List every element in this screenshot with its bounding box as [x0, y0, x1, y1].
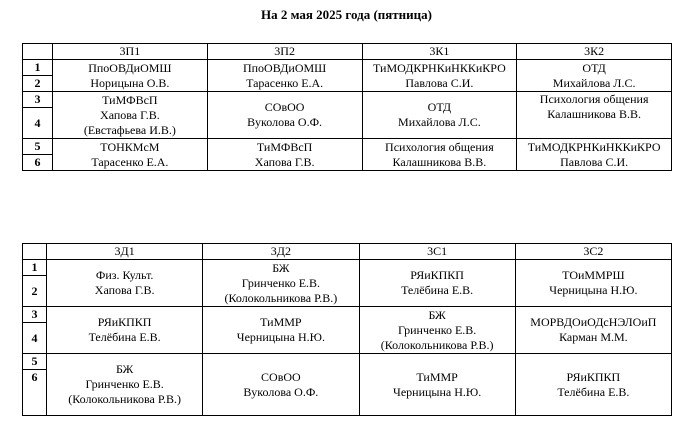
- schedule-cell: ОТД Михайлова Л.С.: [362, 92, 517, 139]
- schedule-cell: ТиМФВсП Хапова Г.В.: [207, 139, 362, 171]
- lesson-number: 1: [23, 260, 47, 276]
- schedule-table-2: [22, 243, 672, 416]
- lesson-number: 4: [23, 108, 53, 139]
- group-header: 3Д2: [203, 244, 359, 260]
- schedule-cell: ПпоОВДиОМШ Норицына О.В.: [53, 60, 208, 92]
- schedule-cell: Психология общения Калашникова В.В.: [517, 92, 672, 139]
- schedule-cell: Физ. Культ. Хапова Г.В.: [47, 260, 203, 307]
- header-row: [23, 44, 672, 60]
- schedule-cell: ТиМФВсП Хапова Г.В. (Евстафьева И.В.): [53, 92, 208, 139]
- table-row: [23, 354, 672, 370]
- page-title: На 2 мая 2025 года (пятница): [261, 7, 432, 22]
- schedule-cell: ТОиММРШ Черницына Н.Ю.: [515, 260, 671, 307]
- schedule-cell: ТОНКМсМ Тарасенко Е.А.: [53, 139, 208, 171]
- lesson-number: 2: [23, 276, 47, 307]
- lesson-number: 3: [23, 92, 53, 108]
- group-header: 3К2: [517, 44, 672, 60]
- schedule-cell: БЖ Гринченко Е.В. (Колокольникова Р.В.): [359, 307, 515, 354]
- schedule-cell: Психология общения Калашникова В.В.: [362, 139, 517, 171]
- table-row: [23, 60, 672, 76]
- table-row: [23, 92, 672, 108]
- schedule-cell: МОРВДОиОДсНЭЛОиП Карман М.М.: [515, 307, 671, 354]
- group-header: 3Д1: [47, 244, 203, 260]
- schedule-cell: ПпоОВДиОМШ Тарасенко Е.А.: [207, 60, 362, 92]
- corner-cell: [23, 244, 47, 260]
- group-header: 3С2: [515, 244, 671, 260]
- lesson-number: 6: [23, 370, 47, 416]
- lesson-number: 5: [23, 139, 53, 155]
- schedule-cell: СОвОО Вуколова О.Ф.: [203, 354, 359, 416]
- table-row: [23, 139, 672, 155]
- lesson-number: 6: [23, 155, 53, 171]
- lesson-number: 2: [23, 76, 53, 92]
- schedule-table-1: [22, 43, 672, 171]
- table-row: [23, 307, 672, 323]
- schedule-cell: РЯиКПКП Телёбина Е.В.: [359, 260, 515, 307]
- lesson-number: 3: [23, 307, 47, 323]
- lesson-number: 4: [23, 323, 47, 354]
- schedule-cell: ТиММР Черницына Н.Ю.: [359, 354, 515, 416]
- schedule-cell: БЖ Гринченко Е.В. (Колокольникова Р.В.): [47, 354, 203, 416]
- group-header: 3С1: [359, 244, 515, 260]
- schedule-cell: ТиМОДКРНКиНККиКРО Павлова С.И.: [362, 60, 517, 92]
- lesson-number: 5: [23, 354, 47, 370]
- schedule-cell: ТиММР Черницына Н.Ю.: [203, 307, 359, 354]
- schedule-cell: БЖ Гринченко Е.В. (Колокольникова Р.В.): [203, 260, 359, 307]
- schedule-cell: ОТД Михайлова Л.С.: [517, 60, 672, 92]
- group-header: 3К1: [362, 44, 517, 60]
- corner-cell: [23, 44, 53, 60]
- group-header: 3П1: [53, 44, 208, 60]
- group-header: 3П2: [207, 44, 362, 60]
- table-row: [23, 260, 672, 276]
- schedule-cell: РЯиКПКП Телёбина Е.В.: [47, 307, 203, 354]
- schedule-cell: СОвОО Вуколова О.Ф.: [207, 92, 362, 139]
- lesson-number: 1: [23, 60, 53, 76]
- schedule-cell: ТиМОДКРНКиНККиКРО Павлова С.И.: [517, 139, 672, 171]
- schedule-cell: РЯиКПКП Телёбина Е.В.: [515, 354, 671, 416]
- header-row: [23, 244, 672, 260]
